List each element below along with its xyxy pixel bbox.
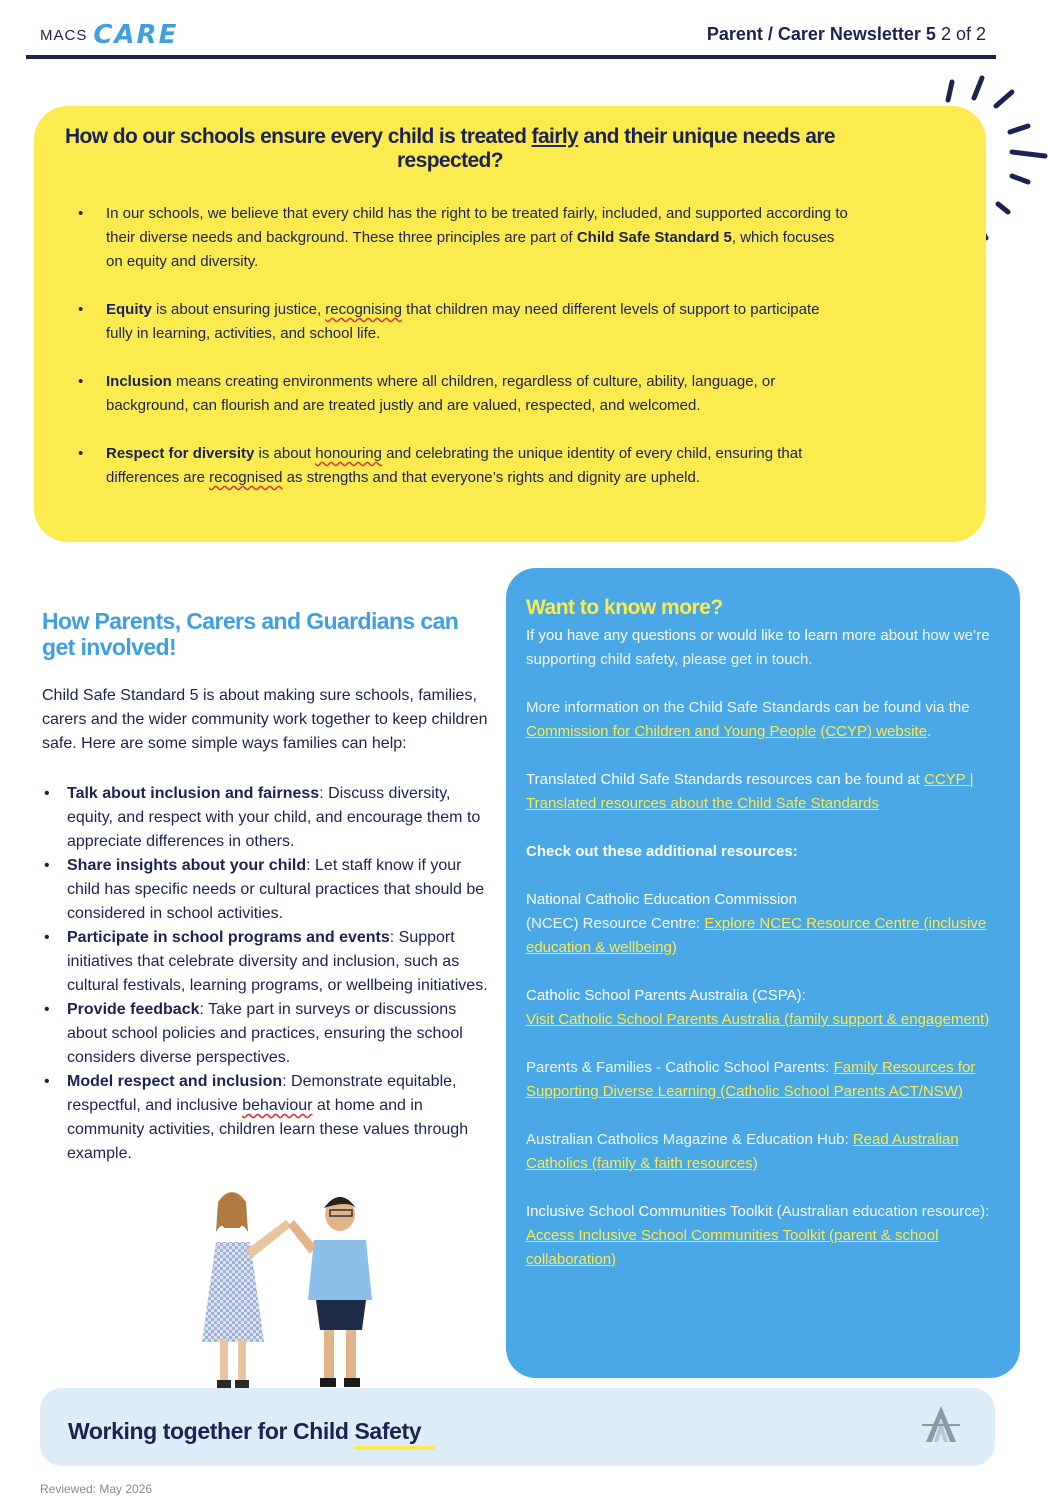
involve-intro: Child Safe Standard 5 is about making sure schools, families, carers and the wider community work together to keep children safe. Here are some simple ways families can help: [42,687,488,752]
translated-resources-link[interactable]: CCYP | Translated resources about the Child Safe Standards [526,771,974,812]
cspa-resource: Catholic School Parents Australia (CSPA): Visit Catholic School Parents Australia (family support & engagement) [526,987,990,1028]
footer-slogan: Working together for Child Safety [68,1418,422,1444]
family-resources-link[interactable]: Family Resources for Supporting Diverse Learning [526,1059,976,1100]
ncec-resource: National Catholic Education Commission (NCEC) Resource Centre: Explore NCEC Resource Centre (inclusive education & wellbeing) [526,891,987,956]
parents-families-resource: Parents & Families - Catholic School Parents: Family Resources for Supporting Diverse Learning (Catholic School Parents ACT/NSW) [526,1059,976,1100]
australian-catholics-resource: Australian Catholics Magazine & Education Hub: Read Australian Catholics (family & faith resources) [526,1131,959,1172]
title-underlined-word: fairly [531,125,579,148]
toolkit-resource: Inclusive School Communities Toolkit (Australian education resource): Access Inclusive School Communities Toolkit (parent & school collaboration) [526,1203,990,1268]
intro-title: How do our schools ensure every child is treated fairly and their unique needs are respected? [64,125,836,172]
toolkit-link[interactable]: Access Inclusive School Communities Toolkit (parent & [526,1227,891,1244]
newsletter-header [707,24,986,45]
ccyp-paragraph: More information on the Child Safe Standards can be found via the Commission for Children and Young People (CCYP) website. [526,699,970,740]
page-number: 2 of 2 [940,24,986,44]
contact-paragraph: If you have any questions or would like to learn more about how we’re supporting child safety, please get in touch. [526,627,990,668]
resources-heading: Check out these additional resources: [526,843,798,860]
principles-list [78,202,848,514]
involve-title: How Parents, Carers and Guardians can get involved! [42,608,459,660]
ncec-link[interactable]: Explore NCEC Resource Centre (inclusive education & wellbeing) [526,915,987,956]
reviewed-date: Reviewed: May 2026 [40,1482,153,1496]
list-item: • Share insights about your child: Let staff know if your child has specific needs or cultural practices that should be considered in school activities. [42,854,492,926]
logo-care-text: CARE [93,20,179,50]
australian-catholics-link[interactable]: Read Australian Catholics (family & faith resources) [526,1131,959,1172]
newsletter-title: Parent / Carer Newsletter 5 [706,24,936,44]
list-item: • Inclusion means creating environments where all children, regardless of culture, ability, language, or background, can flourish and are treated justly and are valued, respected, and welcomed. [78,370,848,418]
list-item: • Model respect and inclusion: Demonstrate equitable, respectful, and inclusive behaviour at home and in community activities, children learn these values through example. [42,1070,492,1166]
children-high-five-image [190,1180,400,1392]
translated-paragraph: Translated Child Safe Standards resources can be found at CCYP | Translated resources about the Child Safe Standards [526,771,974,812]
more-info-title: Want to know more? [526,596,723,619]
toolkit-link-cont[interactable]: school collaboration) [526,1227,939,1268]
ccyp-website-link[interactable]: (CCYP) website [820,723,928,740]
cspa-link[interactable]: Visit Catholic School Parents Australia (family support & engagement) [526,1011,990,1028]
csp-act-nsw-link[interactable]: (Catholic School Parents ACT/NSW) [716,1083,963,1100]
ccyp-link[interactable]: Commission for Children and Young People [526,723,817,740]
macs-care-logo [40,18,178,52]
list-item: • Provide feedback: Take part in surveys or discussions about school policies and practices, ensuring the school considers diverse perspectives. [42,998,492,1070]
logo-macs-text: MACS [40,26,88,44]
list-item: • Respect for diversity is about honouring and celebrating the unique identity of every child, ensuring that differences are recognised as strengths and that everyone’s rights and dignity are upheld. [78,442,848,490]
involve-list [42,782,492,1166]
list-item: • In our schools, we believe that every child has the right to be treated fairly, included, and supported according to their diverse needs and background. These three principles are part of Child Safe Standard 5, which focuses on equity and diversity. [78,202,848,274]
macs-emblem-icon [918,1404,964,1444]
list-item: • Participate in school programs and events: Support initiatives that celebrate diversity and inclusion, such as cultural festivals, learning programs, or wellbeing initiatives. [42,926,492,998]
list-item: • Equity is about ensuring justice, recognising that children may need different levels of support to participate fully in learning, activities, and school life. [78,298,848,346]
list-item: • Talk about inclusion and fairness: Discuss diversity, equity, and respect with your child, and encourage them to appreciate differences in others. [42,782,492,854]
more-info-body [526,624,1006,1296]
header-divider [26,55,996,59]
